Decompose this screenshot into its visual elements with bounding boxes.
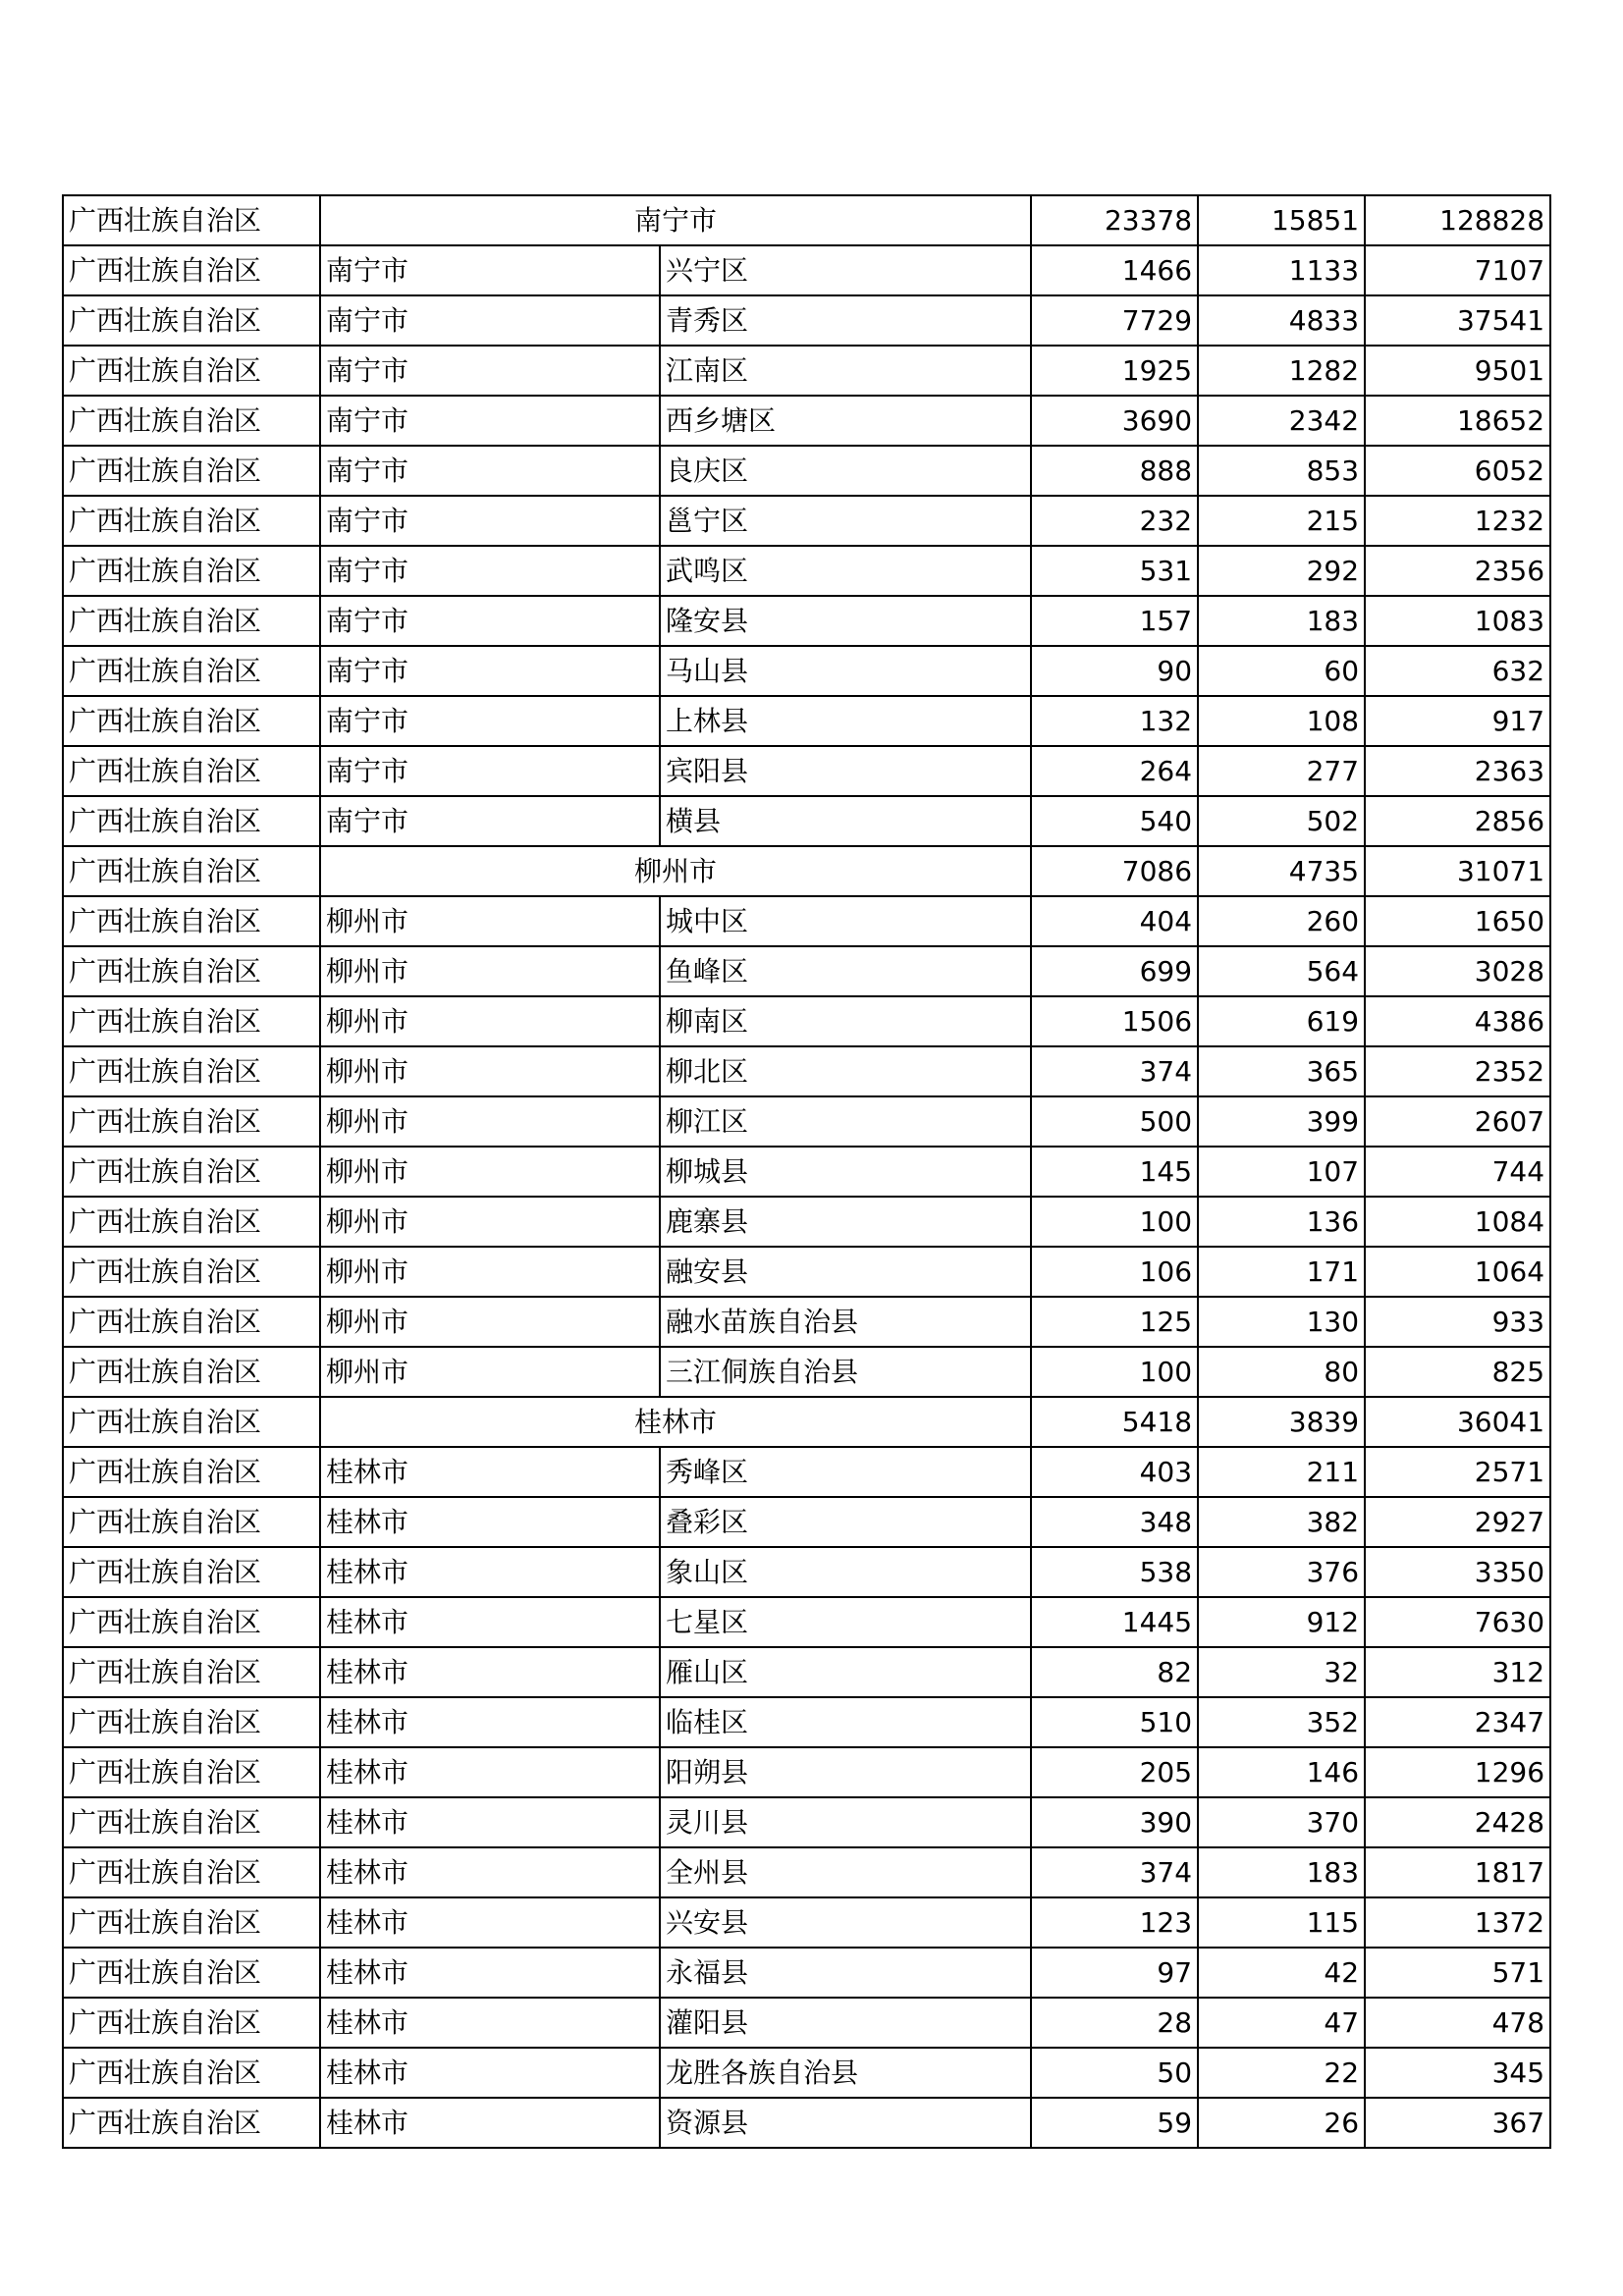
county-cell: 三江侗族自治县 <box>660 1347 1031 1397</box>
province-cell: 广西壮族自治区 <box>63 1447 320 1497</box>
value-cell-1: 1466 <box>1031 245 1198 295</box>
value-cell-2: 619 <box>1198 996 1365 1046</box>
county-cell: 融水苗族自治县 <box>660 1297 1031 1347</box>
city-cell: 桂林市 <box>320 1847 660 1897</box>
data-table <box>62 194 1551 2149</box>
table-row <box>63 1747 1550 1797</box>
value-cell-2: 26 <box>1198 2098 1365 2148</box>
value-cell-3: 7630 <box>1365 1597 1550 1647</box>
province-cell: 广西壮族自治区 <box>63 646 320 696</box>
table-row <box>63 1547 1550 1597</box>
value-cell-2: 183 <box>1198 596 1365 646</box>
value-cell-2: 399 <box>1198 1096 1365 1147</box>
value-cell-3: 1372 <box>1365 1897 1550 1948</box>
city-cell: 南宁市 <box>320 746 660 796</box>
province-cell: 广西壮族自治区 <box>63 1797 320 1847</box>
city-cell: 柳州市 <box>320 1347 660 1397</box>
province-cell: 广西壮族自治区 <box>63 1547 320 1597</box>
value-cell-3: 1083 <box>1365 596 1550 646</box>
value-cell-3: 2352 <box>1365 1046 1550 1096</box>
city-cell: 南宁市 <box>320 696 660 746</box>
value-cell-2: 365 <box>1198 1046 1365 1096</box>
table-row <box>63 1797 1550 1847</box>
table-row <box>63 295 1550 346</box>
county-cell: 马山县 <box>660 646 1031 696</box>
value-cell-3: 2363 <box>1365 746 1550 796</box>
value-cell-1: 59 <box>1031 2098 1198 2148</box>
value-cell-1: 540 <box>1031 796 1198 846</box>
value-cell-3: 37541 <box>1365 295 1550 346</box>
value-cell-2: 853 <box>1198 446 1365 496</box>
table-row <box>63 796 1550 846</box>
value-cell-1: 3690 <box>1031 396 1198 446</box>
value-cell-2: 352 <box>1198 1697 1365 1747</box>
county-cell: 全州县 <box>660 1847 1031 1897</box>
county-cell: 良庆区 <box>660 446 1031 496</box>
table-row <box>63 596 1550 646</box>
county-cell: 七星区 <box>660 1597 1031 1647</box>
value-cell-3: 2428 <box>1365 1797 1550 1847</box>
city-cell: 南宁市 <box>320 295 660 346</box>
value-cell-3: 36041 <box>1365 1397 1550 1447</box>
city-cell: 桂林市 <box>320 2098 660 2148</box>
value-cell-2: 60 <box>1198 646 1365 696</box>
value-cell-2: 136 <box>1198 1197 1365 1247</box>
value-cell-2: 370 <box>1198 1797 1365 1847</box>
city-cell: 桂林市 <box>320 1897 660 1948</box>
province-cell: 广西壮族自治区 <box>63 696 320 746</box>
city-cell: 南宁市 <box>320 446 660 496</box>
value-cell-2: 108 <box>1198 696 1365 746</box>
value-cell-3: 2607 <box>1365 1096 1550 1147</box>
table-row <box>63 1297 1550 1347</box>
value-cell-2: 4833 <box>1198 295 1365 346</box>
table-row <box>63 1597 1550 1647</box>
city-cell: 柳州市 <box>320 946 660 996</box>
county-cell: 永福县 <box>660 1948 1031 1998</box>
province-cell: 广西壮族自治区 <box>63 1397 320 1447</box>
value-cell-1: 1925 <box>1031 346 1198 396</box>
table-row <box>63 1697 1550 1747</box>
value-cell-1: 5418 <box>1031 1397 1198 1447</box>
value-cell-2: 15851 <box>1198 195 1365 245</box>
value-cell-2: 171 <box>1198 1247 1365 1297</box>
value-cell-1: 531 <box>1031 546 1198 596</box>
city-cell: 桂林市 <box>320 1998 660 2048</box>
province-cell: 广西壮族自治区 <box>63 195 320 245</box>
province-cell: 广西壮族自治区 <box>63 2048 320 2098</box>
county-cell: 兴安县 <box>660 1897 1031 1948</box>
table-row <box>63 646 1550 696</box>
value-cell-3: 2571 <box>1365 1447 1550 1497</box>
value-cell-2: 1282 <box>1198 346 1365 396</box>
county-cell: 上林县 <box>660 696 1031 746</box>
table-row <box>63 1948 1550 1998</box>
province-cell: 广西壮族自治区 <box>63 1998 320 2048</box>
value-cell-1: 404 <box>1031 896 1198 946</box>
county-cell: 雁山区 <box>660 1647 1031 1697</box>
value-cell-2: 211 <box>1198 1447 1365 1497</box>
value-cell-1: 1445 <box>1031 1597 1198 1647</box>
table-row <box>63 1497 1550 1547</box>
city-cell: 桂林市 <box>320 1797 660 1847</box>
value-cell-2: 2342 <box>1198 396 1365 446</box>
value-cell-2: 912 <box>1198 1597 1365 1647</box>
value-cell-1: 97 <box>1031 1948 1198 1998</box>
city-cell: 桂林市 <box>320 1747 660 1797</box>
value-cell-1: 28 <box>1031 1998 1198 2048</box>
province-cell: 广西壮族自治区 <box>63 496 320 546</box>
value-cell-1: 264 <box>1031 746 1198 796</box>
value-cell-3: 2856 <box>1365 796 1550 846</box>
value-cell-1: 23378 <box>1031 195 1198 245</box>
city-cell: 南宁市 <box>320 496 660 546</box>
table-row <box>63 1447 1550 1497</box>
value-cell-3: 744 <box>1365 1147 1550 1197</box>
value-cell-3: 571 <box>1365 1948 1550 1998</box>
value-cell-1: 100 <box>1031 1197 1198 1247</box>
value-cell-3: 3028 <box>1365 946 1550 996</box>
county-cell: 横县 <box>660 796 1031 846</box>
value-cell-3: 1064 <box>1365 1247 1550 1297</box>
value-cell-1: 100 <box>1031 1347 1198 1397</box>
city-cell: 柳州市 <box>320 896 660 946</box>
value-cell-1: 50 <box>1031 2048 1198 2098</box>
county-cell: 鹿寨县 <box>660 1197 1031 1247</box>
county-cell: 青秀区 <box>660 295 1031 346</box>
county-cell: 融安县 <box>660 1247 1031 1297</box>
province-cell: 广西壮族自治区 <box>63 1297 320 1347</box>
city-cell: 柳州市 <box>320 1297 660 1347</box>
city-cell: 南宁市 <box>320 646 660 696</box>
value-cell-2: 22 <box>1198 2048 1365 2098</box>
value-cell-3: 18652 <box>1365 396 1550 446</box>
table-row <box>63 2098 1550 2148</box>
province-cell: 广西壮族自治区 <box>63 1197 320 1247</box>
table-row <box>63 2048 1550 2098</box>
value-cell-1: 125 <box>1031 1297 1198 1347</box>
value-cell-3: 2356 <box>1365 546 1550 596</box>
value-cell-1: 232 <box>1031 496 1198 546</box>
value-cell-1: 90 <box>1031 646 1198 696</box>
county-cell: 武鸣区 <box>660 546 1031 596</box>
province-cell: 广西壮族自治区 <box>63 245 320 295</box>
value-cell-3: 917 <box>1365 696 1550 746</box>
county-cell: 江南区 <box>660 346 1031 396</box>
value-cell-2: 107 <box>1198 1147 1365 1197</box>
value-cell-3: 6052 <box>1365 446 1550 496</box>
table-row <box>63 1247 1550 1297</box>
value-cell-3: 1817 <box>1365 1847 1550 1897</box>
value-cell-3: 128828 <box>1365 195 1550 245</box>
value-cell-2: 4735 <box>1198 846 1365 896</box>
value-cell-2: 502 <box>1198 796 1365 846</box>
value-cell-1: 699 <box>1031 946 1198 996</box>
county-cell: 象山区 <box>660 1547 1031 1597</box>
province-cell: 广西壮族自治区 <box>63 2098 320 2148</box>
city-cell: 桂林市 <box>320 1697 660 1747</box>
county-cell: 隆安县 <box>660 596 1031 646</box>
city-cell: 桂林市 <box>320 1497 660 1547</box>
province-cell: 广西壮族自治区 <box>63 446 320 496</box>
table-row <box>63 1046 1550 1096</box>
county-cell: 柳北区 <box>660 1046 1031 1096</box>
value-cell-3: 1650 <box>1365 896 1550 946</box>
county-cell: 灌阳县 <box>660 1998 1031 2048</box>
value-cell-1: 132 <box>1031 696 1198 746</box>
city-cell: 南宁市 <box>320 596 660 646</box>
table-row <box>63 1347 1550 1397</box>
table-row <box>63 346 1550 396</box>
value-cell-3: 345 <box>1365 2048 1550 2098</box>
table-row <box>63 1897 1550 1948</box>
city-total-row <box>63 1397 1550 1447</box>
value-cell-2: 183 <box>1198 1847 1365 1897</box>
value-cell-2: 564 <box>1198 946 1365 996</box>
value-cell-2: 32 <box>1198 1647 1365 1697</box>
province-cell: 广西壮族自治区 <box>63 295 320 346</box>
province-cell: 广西壮族自治区 <box>63 1096 320 1147</box>
county-cell: 阳朔县 <box>660 1747 1031 1797</box>
value-cell-2: 215 <box>1198 496 1365 546</box>
county-cell: 柳南区 <box>660 996 1031 1046</box>
city-cell: 桂林市 <box>320 2048 660 2098</box>
value-cell-3: 9501 <box>1365 346 1550 396</box>
county-cell: 柳城县 <box>660 1147 1031 1197</box>
value-cell-2: 376 <box>1198 1547 1365 1597</box>
table-row <box>63 1197 1550 1247</box>
value-cell-1: 510 <box>1031 1697 1198 1747</box>
value-cell-2: 130 <box>1198 1297 1365 1347</box>
county-cell: 资源县 <box>660 2098 1031 2148</box>
province-cell: 广西壮族自治区 <box>63 1347 320 1397</box>
city-cell: 南宁市 <box>320 796 660 846</box>
city-cell: 南宁市 <box>320 546 660 596</box>
value-cell-1: 205 <box>1031 1747 1198 1797</box>
value-cell-3: 312 <box>1365 1647 1550 1697</box>
value-cell-3: 31071 <box>1365 846 1550 896</box>
province-cell: 广西壮族自治区 <box>63 846 320 896</box>
table-row <box>63 1847 1550 1897</box>
province-cell: 广西壮族自治区 <box>63 1046 320 1096</box>
province-cell: 广西壮族自治区 <box>63 346 320 396</box>
table-row <box>63 496 1550 546</box>
province-cell: 广西壮族自治区 <box>63 1948 320 1998</box>
value-cell-3: 632 <box>1365 646 1550 696</box>
province-cell: 广西壮族自治区 <box>63 1697 320 1747</box>
value-cell-1: 500 <box>1031 1096 1198 1147</box>
city-cell: 南宁市 <box>320 245 660 295</box>
province-cell: 广西壮族自治区 <box>63 1147 320 1197</box>
province-cell: 广西壮族自治区 <box>63 1247 320 1297</box>
value-cell-2: 146 <box>1198 1747 1365 1797</box>
table-row <box>63 1647 1550 1697</box>
province-cell: 广西壮族自治区 <box>63 746 320 796</box>
city-total-cell: 桂林市 <box>320 1397 1031 1447</box>
county-cell: 秀峰区 <box>660 1447 1031 1497</box>
value-cell-2: 277 <box>1198 746 1365 796</box>
county-cell: 临桂区 <box>660 1697 1031 1747</box>
value-cell-1: 348 <box>1031 1497 1198 1547</box>
value-cell-3: 1232 <box>1365 496 1550 546</box>
city-cell: 柳州市 <box>320 1096 660 1147</box>
table-row <box>63 446 1550 496</box>
city-cell: 南宁市 <box>320 396 660 446</box>
province-cell: 广西壮族自治区 <box>63 1747 320 1797</box>
city-cell: 柳州市 <box>320 1046 660 1096</box>
value-cell-3: 933 <box>1365 1297 1550 1347</box>
value-cell-2: 292 <box>1198 546 1365 596</box>
city-cell: 柳州市 <box>320 1147 660 1197</box>
city-cell: 南宁市 <box>320 346 660 396</box>
county-cell: 鱼峰区 <box>660 946 1031 996</box>
table-row <box>63 245 1550 295</box>
value-cell-2: 42 <box>1198 1948 1365 1998</box>
value-cell-2: 3839 <box>1198 1397 1365 1447</box>
value-cell-3: 1084 <box>1365 1197 1550 1247</box>
city-cell: 柳州市 <box>320 1197 660 1247</box>
province-cell: 广西壮族自治区 <box>63 796 320 846</box>
value-cell-3: 4386 <box>1365 996 1550 1046</box>
province-cell: 广西壮族自治区 <box>63 546 320 596</box>
city-cell: 桂林市 <box>320 1547 660 1597</box>
value-cell-3: 7107 <box>1365 245 1550 295</box>
value-cell-2: 1133 <box>1198 245 1365 295</box>
value-cell-1: 374 <box>1031 1046 1198 1096</box>
value-cell-1: 123 <box>1031 1897 1198 1948</box>
province-cell: 广西壮族自治区 <box>63 1497 320 1547</box>
value-cell-1: 1506 <box>1031 996 1198 1046</box>
value-cell-3: 825 <box>1365 1347 1550 1397</box>
table-row <box>63 946 1550 996</box>
county-cell: 邕宁区 <box>660 496 1031 546</box>
table-row <box>63 396 1550 446</box>
value-cell-1: 106 <box>1031 1247 1198 1297</box>
value-cell-2: 260 <box>1198 896 1365 946</box>
value-cell-1: 374 <box>1031 1847 1198 1897</box>
county-cell: 城中区 <box>660 896 1031 946</box>
province-cell: 广西壮族自治区 <box>63 1847 320 1897</box>
value-cell-2: 115 <box>1198 1897 1365 1948</box>
value-cell-1: 538 <box>1031 1547 1198 1597</box>
table-body <box>63 195 1550 2148</box>
county-cell: 叠彩区 <box>660 1497 1031 1547</box>
value-cell-1: 7729 <box>1031 295 1198 346</box>
value-cell-2: 47 <box>1198 1998 1365 2048</box>
province-cell: 广西壮族自治区 <box>63 1597 320 1647</box>
province-cell: 广西壮族自治区 <box>63 596 320 646</box>
county-cell: 灵川县 <box>660 1797 1031 1847</box>
table-row <box>63 746 1550 796</box>
value-cell-3: 367 <box>1365 2098 1550 2148</box>
value-cell-1: 157 <box>1031 596 1198 646</box>
value-cell-1: 7086 <box>1031 846 1198 896</box>
table-row <box>63 1147 1550 1197</box>
value-cell-1: 888 <box>1031 446 1198 496</box>
city-cell: 柳州市 <box>320 1247 660 1297</box>
province-cell: 广西壮族自治区 <box>63 1897 320 1948</box>
city-cell: 桂林市 <box>320 1597 660 1647</box>
province-cell: 广西壮族自治区 <box>63 1647 320 1697</box>
city-total-row <box>63 846 1550 896</box>
county-cell: 龙胜各族自治县 <box>660 2048 1031 2098</box>
value-cell-2: 382 <box>1198 1497 1365 1547</box>
value-cell-1: 390 <box>1031 1797 1198 1847</box>
value-cell-3: 3350 <box>1365 1547 1550 1597</box>
value-cell-1: 145 <box>1031 1147 1198 1197</box>
county-cell: 西乡塘区 <box>660 396 1031 446</box>
city-cell: 柳州市 <box>320 996 660 1046</box>
city-total-row <box>63 195 1550 245</box>
province-cell: 广西壮族自治区 <box>63 996 320 1046</box>
value-cell-3: 2347 <box>1365 1697 1550 1747</box>
county-cell: 宾阳县 <box>660 746 1031 796</box>
value-cell-3: 478 <box>1365 1998 1550 2048</box>
county-cell: 柳江区 <box>660 1096 1031 1147</box>
table-row <box>63 896 1550 946</box>
city-cell: 桂林市 <box>320 1647 660 1697</box>
city-cell: 桂林市 <box>320 1948 660 1998</box>
city-total-cell: 柳州市 <box>320 846 1031 896</box>
table-row <box>63 1998 1550 2048</box>
value-cell-3: 1296 <box>1365 1747 1550 1797</box>
province-cell: 广西壮族自治区 <box>63 896 320 946</box>
value-cell-3: 2927 <box>1365 1497 1550 1547</box>
table-row <box>63 546 1550 596</box>
table-row <box>63 1096 1550 1147</box>
table-row <box>63 696 1550 746</box>
value-cell-1: 82 <box>1031 1647 1198 1697</box>
province-cell: 广西壮族自治区 <box>63 396 320 446</box>
table-row <box>63 996 1550 1046</box>
city-total-cell: 南宁市 <box>320 195 1031 245</box>
county-cell: 兴宁区 <box>660 245 1031 295</box>
province-cell: 广西壮族自治区 <box>63 946 320 996</box>
value-cell-2: 80 <box>1198 1347 1365 1397</box>
city-cell: 桂林市 <box>320 1447 660 1497</box>
value-cell-1: 403 <box>1031 1447 1198 1497</box>
